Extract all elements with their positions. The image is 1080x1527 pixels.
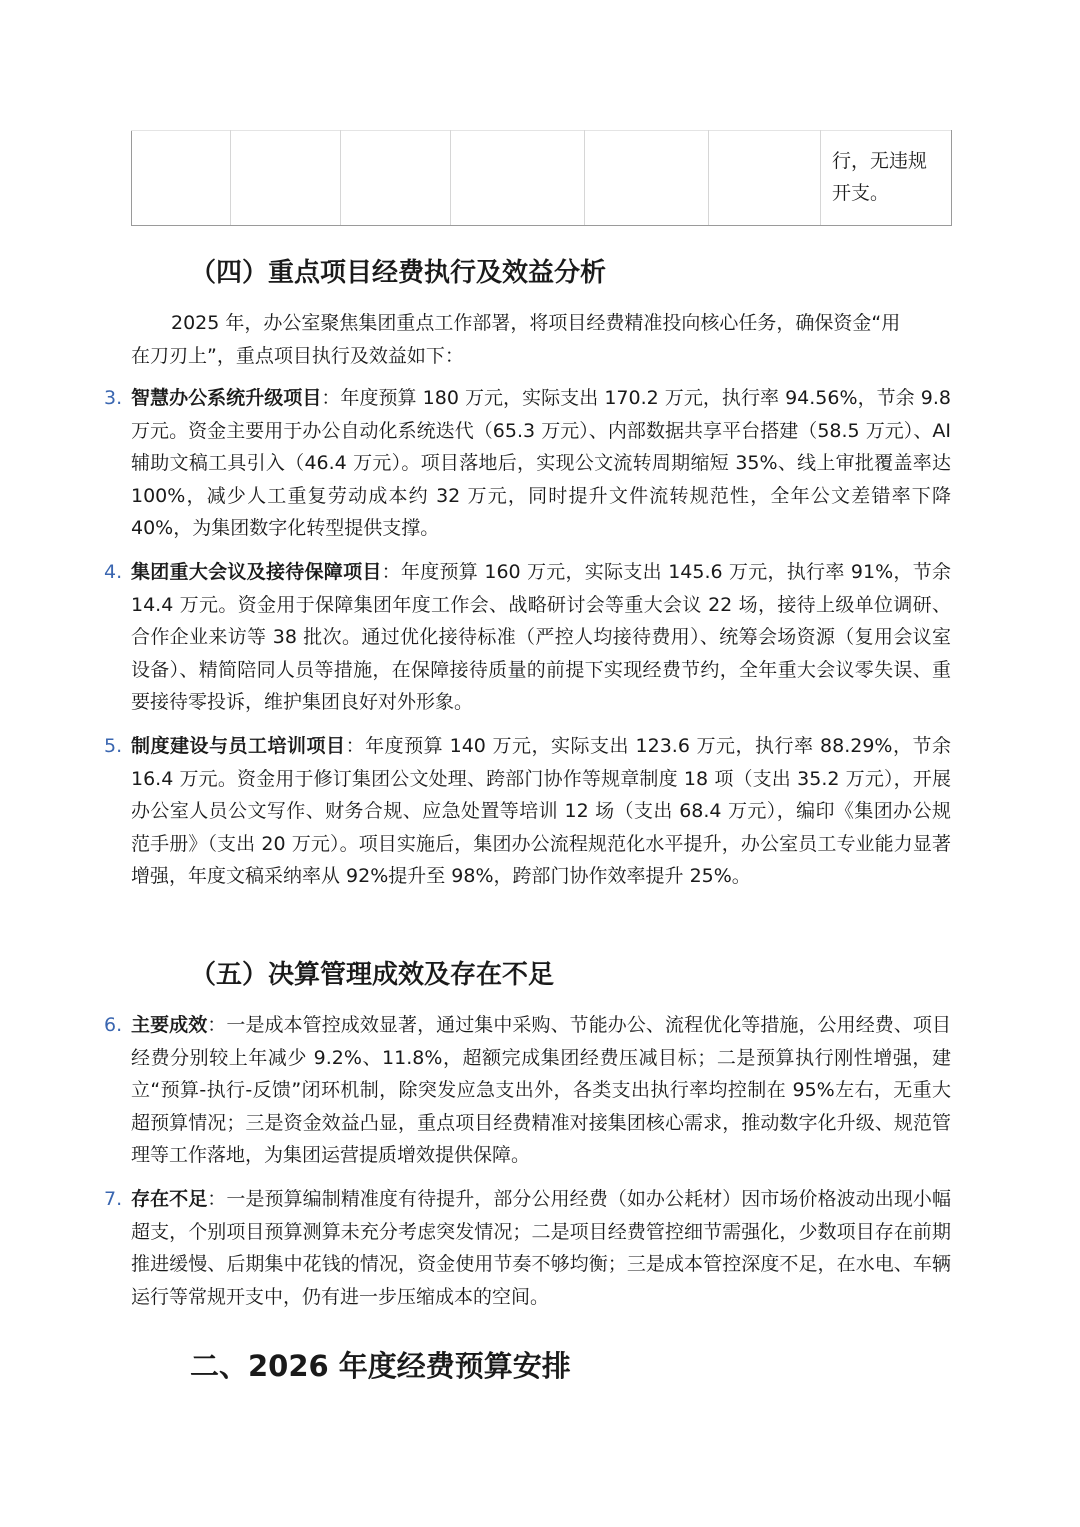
table-cell: [231, 131, 341, 226]
table-cell: [585, 131, 709, 226]
list-item-text: ：年度预算 160 万元，实际支出 145.6 万元，执行率 91%，节余 14.4 万元。资金用于保障集团年度工作会、战略研讨会等重大会议 22 场，接待上级单位调研、合作企业来访等 38 批次。通过优化接待标准（严控人均接待费用）、统筹会场资源（复用会议室设备）、精简陪同人员等措施，在保障接待质量的前提下实现经费节约，全年重大会议零失误、重要接待零投诉，维护集团良好对外形象。: [131, 561, 951, 714]
list-item-body: [131, 382, 951, 545]
list-number: 7.: [104, 1188, 123, 1210]
table-cell: [451, 131, 585, 226]
section-heading-5: （五）决算管理成效及存在不足: [190, 960, 555, 990]
list-number: 4.: [104, 561, 123, 583]
list-item-title: 主要成效: [131, 1014, 208, 1036]
list-item-text: ：一是成本管控成效显著，通过集中采购、节能办公、流程优化等措施，公用经费、项目经费分别较上年减少 9.2%、11.8%，超额完成集团经费压减目标；二是预算执行刚性增强，建立“预算-执行-反馈”闭环机制，除突发应急支出外，各类支出执行率均控制在 95%左右，无重大超预算情况；三是资金效益凸显，重点项目经费精准对接集团核心需求，推动数字化升级、规范管理等工作落地，为集团运营提质增效提供保障。: [131, 1014, 951, 1167]
list-item-text: ：一是预算编制精准度有待提升，部分公用经费（如办公耗材）因市场价格波动出现小幅超支，个别项目预算测算未充分考虑突发情况；二是项目经费管控细节需强化，少数项目存在前期推进缓慢、后期集中花钱的情况，资金使用节奏不够均衡；三是成本管控深度不足，在水电、车辆运行等常规开支中，仍有进一步压缩成本的空间。: [131, 1188, 951, 1308]
list-item-body: [131, 1009, 951, 1172]
list-item: [100, 382, 951, 545]
table-cell-line: 行，无违规: [832, 150, 928, 172]
list-item-text: ：年度预算 140 万元，实际支出 123.6 万元，执行率 88.29%，节余 16.4 万元。资金用于修订集团公文处理、跨部门协作等规章制度 18 项（支出 35.2 万元），开展办公室人员公文写作、财务合规、应急处置等培训 12 场（支出 68.4 万元），编印《集团办公规范手册》（支出 20 万元）。项目实施后，集团办公流程规范化水平提升，办公室员工专业能力显著增强，年度文稿采纳率从 92%提升至 98%，跨部门协作效率提升 25%。: [131, 735, 951, 888]
list-item-title: 制度建设与员工培训项目: [131, 735, 346, 757]
list-item: [100, 1183, 951, 1313]
table-cell-remark: [821, 131, 952, 226]
list-item-title: 集团重大会议及接待保障项目: [131, 561, 382, 583]
intro-line: 2025 年，办公室聚焦集团重点工作部署，将项目经费精准投向核心任务，确保资金“用: [171, 312, 901, 334]
list-item-body: [131, 730, 951, 893]
list-number: 5.: [104, 735, 123, 757]
table-cell: [709, 131, 821, 226]
section-intro: [131, 307, 951, 372]
list-item-title: 智慧办公系统升级项目: [131, 387, 322, 409]
section-heading-4: （四）重点项目经费执行及效益分析: [190, 258, 607, 288]
table-cell-line: 开支。: [832, 182, 890, 204]
budget-table-fragment: [131, 130, 952, 226]
chapter-heading: 二、2026 年度经费预算安排: [190, 1349, 571, 1383]
table-row: [132, 131, 952, 226]
list-item-body: [131, 556, 951, 719]
table-cell: [341, 131, 451, 226]
list-item-title: 存在不足: [131, 1188, 208, 1210]
list-number: 3.: [104, 387, 123, 409]
list-item-text: ：年度预算 180 万元，实际支出 170.2 万元，执行率 94.56%，节余 9.8 万元。资金主要用于办公自动化系统迭代（65.3 万元）、内部数据共享平台搭建（58.5 万元）、AI 辅助文稿工具引入（46.4 万元）。项目落地后，实现公文流转周期缩短 35%、线上审批覆盖率达 100%，减少人工重复劳动成本约 32 万元，同时提升文件流转规范性，全年公文差错率下降 40%，为集团数字化转型提供支撑。: [131, 387, 951, 540]
list-item-body: [131, 1183, 951, 1313]
list-item: [100, 1009, 951, 1172]
list-item: [100, 556, 951, 719]
list-item: [100, 730, 951, 893]
intro-line: 在刀刃上”，重点项目执行及效益如下：: [131, 344, 464, 367]
table-cell: [132, 131, 231, 226]
list-number: 6.: [104, 1014, 123, 1036]
